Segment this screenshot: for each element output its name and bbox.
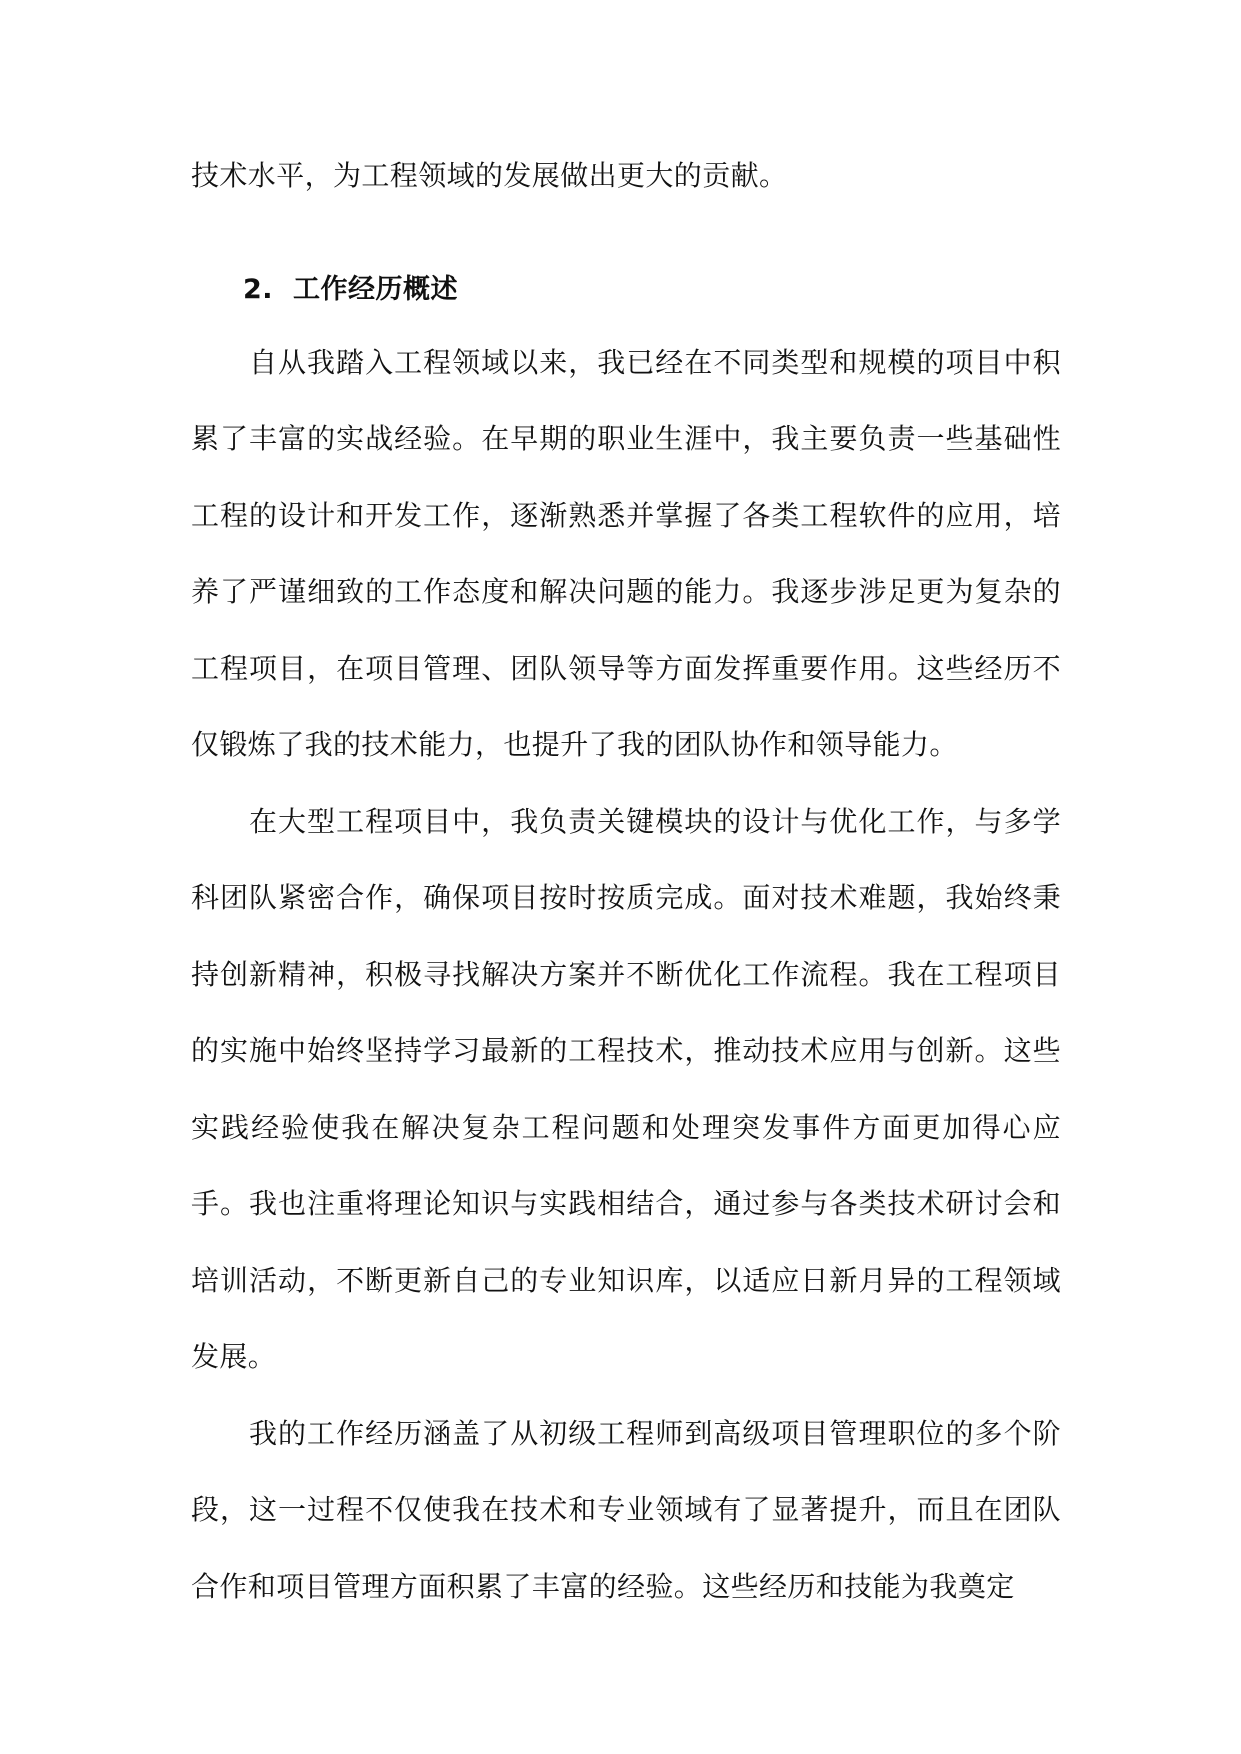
body-paragraph-3: 我的工作经历涵盖了从初级工程师到高级项目管理职位的多个阶段，这一过程不仅使我在技术和专业领域有了显著提升，而且在团队合作和项目管理方面积累了丰富的经验。这些经历和技能为我奠定 bbox=[191, 1416, 1061, 1603]
section-number: 2. bbox=[243, 273, 274, 305]
continuation-paragraph: 技术水平，为工程领域的发展做出更大的贡献。 bbox=[191, 159, 788, 192]
body-paragraph-1: 自从我踏入工程领域以来，我已经在不同类型和规模的项目中积累了丰富的实战经验。在早期的职业生涯中，我主要负责一些基础性工程的设计和开发工作，逐渐熟悉并掌握了各类工程软件的应用，培养了严谨细致的工作态度和解决问题的能力。我逐步涉足更为复杂的工程项目，在项目管理、团队领导等方面发挥重要作用。这些经历不仅锻炼了我的技术能力，也提升了我的团队协作和领导能力。 bbox=[191, 345, 1061, 761]
document-body bbox=[191, 138, 1061, 1625]
section-title: 工作经历概述 bbox=[293, 273, 459, 305]
body-paragraph-2: 在大型工程项目中，我负责关键模块的设计与优化工作，与多学科团队紧密合作，确保项目按时按质完成。面对技术难题，我始终秉持创新精神，积极寻找解决方案并不断优化工作流程。我在工程项目的实施中始终坚持学习最新的工程技术，推动技术应用与创新。这些实践经验使我在解决复杂工程问题和处理突发事件方面更加得心应手。我也注重将理论知识与实践相结合，通过参与各类技术研讨会和培训活动，不断更新自己的专业知识库，以适应日新月异的工程领域发展。 bbox=[191, 804, 1061, 1373]
section-heading bbox=[191, 252, 1061, 328]
